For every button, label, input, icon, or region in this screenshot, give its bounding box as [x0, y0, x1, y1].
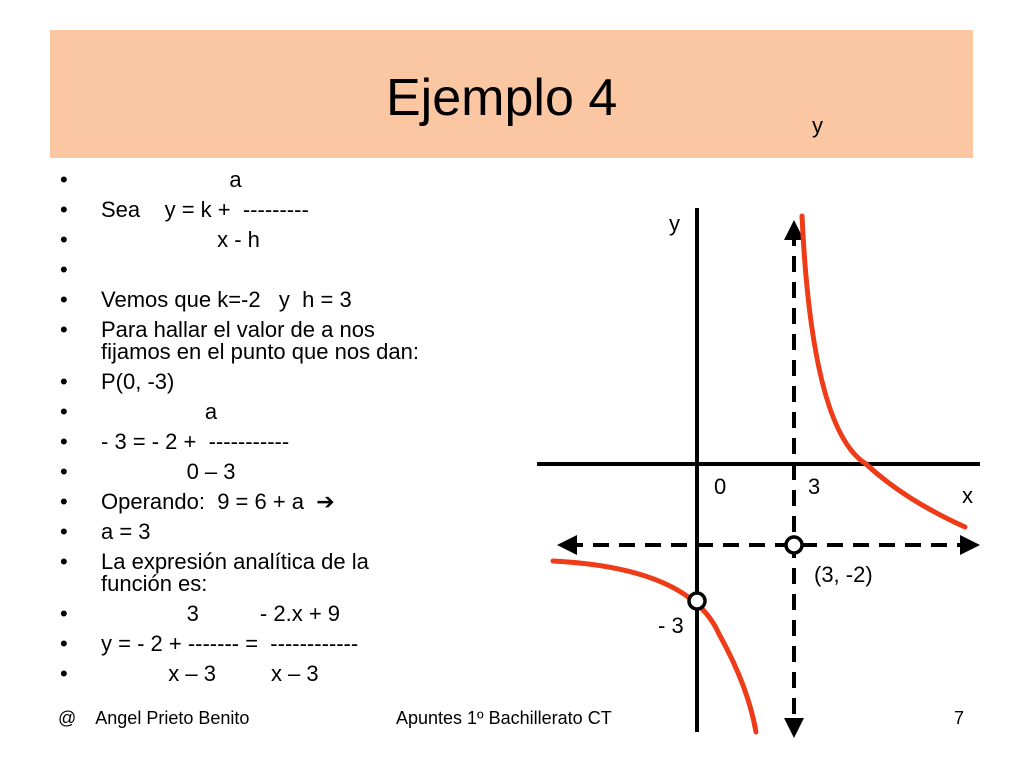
bullet-item: • a = 3: [60, 521, 530, 543]
point-3-neg2: [786, 537, 802, 553]
slide-title: Ejemplo 4: [386, 69, 618, 127]
title-y-label: y: [812, 113, 823, 138]
bullet-item: • a: [60, 401, 530, 423]
curve-branch-right: [802, 216, 965, 527]
tick-y-label: - 3: [658, 613, 684, 638]
bullet-item: • Para hallar el valor de a nos fijamos en el punto que nos dan:: [60, 319, 530, 363]
bullet-item: • x - h: [60, 229, 530, 251]
point-label: (3, -2): [814, 562, 873, 587]
footer-course: Apuntes 1º Bachillerato CT: [396, 708, 612, 728]
bullet-item: • 0 – 3: [60, 461, 530, 483]
footer-page: 7: [954, 708, 965, 728]
y-axis-label: y: [669, 211, 680, 236]
tick-x-label: 3: [808, 474, 821, 499]
bullet-item: • - 3 = - 2 + -----------: [60, 431, 530, 453]
point-0-neg3: [689, 593, 705, 609]
bullet-item: • Operando: 9 = 6 + a ➔: [60, 491, 530, 513]
bullet-item: • a: [60, 169, 530, 191]
bullet-item: • y = - 2 + ------- = ------------: [60, 633, 530, 655]
bullet-item: • P(0, -3): [60, 371, 530, 393]
bullet-item: • Vemos que k=-2 y h = 3: [60, 289, 530, 311]
bullet-item: • Sea y = k + ---------: [60, 199, 530, 221]
x-axis-label: x: [962, 483, 973, 508]
bullet-item: • La expresión analítica de la función es:: [60, 551, 530, 595]
bullet-item: • 3 - 2.x + 9: [60, 603, 530, 625]
footer-author: @ Angel Prieto Benito: [58, 708, 250, 728]
bullet-item: • x – 3 x – 3: [60, 663, 530, 685]
origin-label: 0: [714, 474, 727, 499]
